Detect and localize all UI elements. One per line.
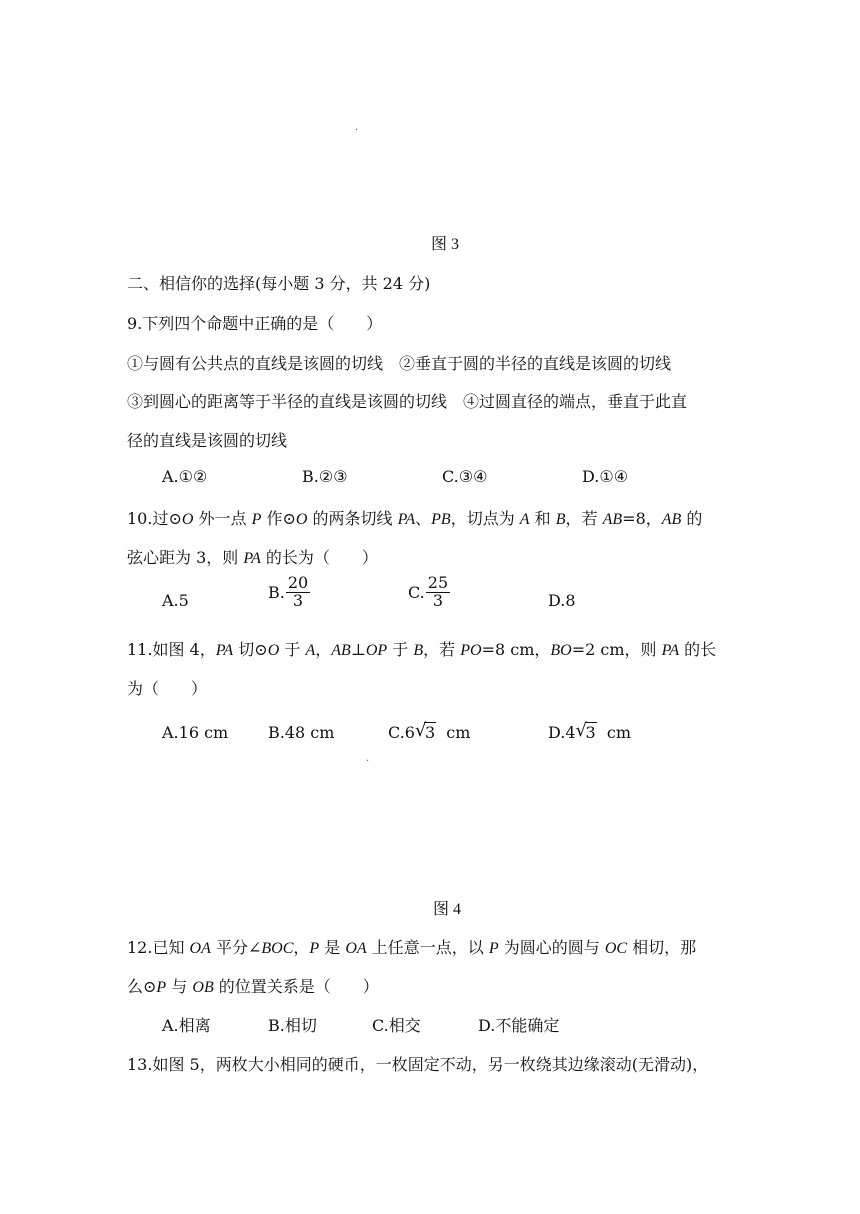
q12-stem-line-2: 么⊙P 与 OB 的位置关系是（ ） bbox=[127, 977, 379, 996]
q11-option-d: D.4 √ 3 cm bbox=[548, 720, 632, 742]
q11-stem-line-1: 11.如图 4，PA 切⊙O 于 A，AB⊥OP 于 B，若 PO=8 cm，BO=2 cm，则 PA 的长 bbox=[127, 640, 717, 659]
q10-option-d: D.8 bbox=[548, 591, 576, 610]
q9-option-b: B.②③ bbox=[302, 467, 348, 486]
stray-dot-2: . bbox=[366, 753, 370, 764]
q9-option-c: C.③④ bbox=[442, 467, 488, 486]
q9-statement-line-3: 径的直线是该圆的切线 bbox=[127, 431, 288, 450]
q11-option-a: A.16 cm bbox=[162, 723, 229, 742]
q12-stem-line-1: 12.已知 OA 平分∠BOC，P 是 OA 上任意一点，以 P 为圆心的圆与 OC 相切，那 bbox=[127, 938, 697, 957]
stray-dot: . bbox=[355, 122, 359, 133]
q10-option-c: C. $\frac{25}{3}$ bbox=[408, 573, 449, 610]
q12-option-d: D.不能确定 bbox=[478, 1016, 560, 1035]
q12-option-a: A.相离 bbox=[162, 1016, 211, 1035]
figure-3-caption: 图 3 bbox=[431, 236, 460, 253]
q11-option-c: C.6 √ 3 cm bbox=[388, 720, 471, 742]
q12-option-c: C.相交 bbox=[372, 1016, 421, 1035]
q9-option-d: D.①④ bbox=[582, 467, 629, 486]
q9-stem: 9.下列四个命题中正确的是（ ） bbox=[127, 314, 383, 333]
q10-stem-line-2: 弦心距为 3，则 PA 的长为（ ） bbox=[127, 548, 378, 567]
q11-stem-line-2: 为（ ） bbox=[127, 679, 208, 698]
q9-statement-line-1: ①与圆有公共点的直线是该圆的切线 ②垂直于圆的半径的直线是该圆的切线 bbox=[127, 354, 672, 373]
q9-statement-line-2: ③到圆心的距离等于半径的直线是该圆的切线 ④过圆直径的端点，垂直于此直 bbox=[127, 392, 688, 411]
q12-option-b: B.相切 bbox=[268, 1016, 317, 1035]
q11-option-b: B.48 cm bbox=[268, 723, 335, 742]
q13-stem: 13.如图 5，两枚大小相同的硬币，一枚固定不动，另一枚绕其边缘滚动(无滑动)， bbox=[127, 1055, 709, 1074]
q10-option-a: A.5 bbox=[162, 591, 189, 610]
figure-4-caption: 图 4 bbox=[433, 901, 462, 918]
q10-stem-line-1: 10.过⊙O 外一点 P 作⊙O 的两条切线 PA、PB，切点为 A 和 B，若 AB=8，AB 的 bbox=[127, 509, 703, 528]
q10-option-b: B. $\frac{20}{3}$ bbox=[268, 573, 309, 610]
section-title: 二、相信你的选择(每小题 3 分，共 24 分) bbox=[127, 274, 431, 293]
q9-option-a: A.①② bbox=[162, 467, 208, 486]
